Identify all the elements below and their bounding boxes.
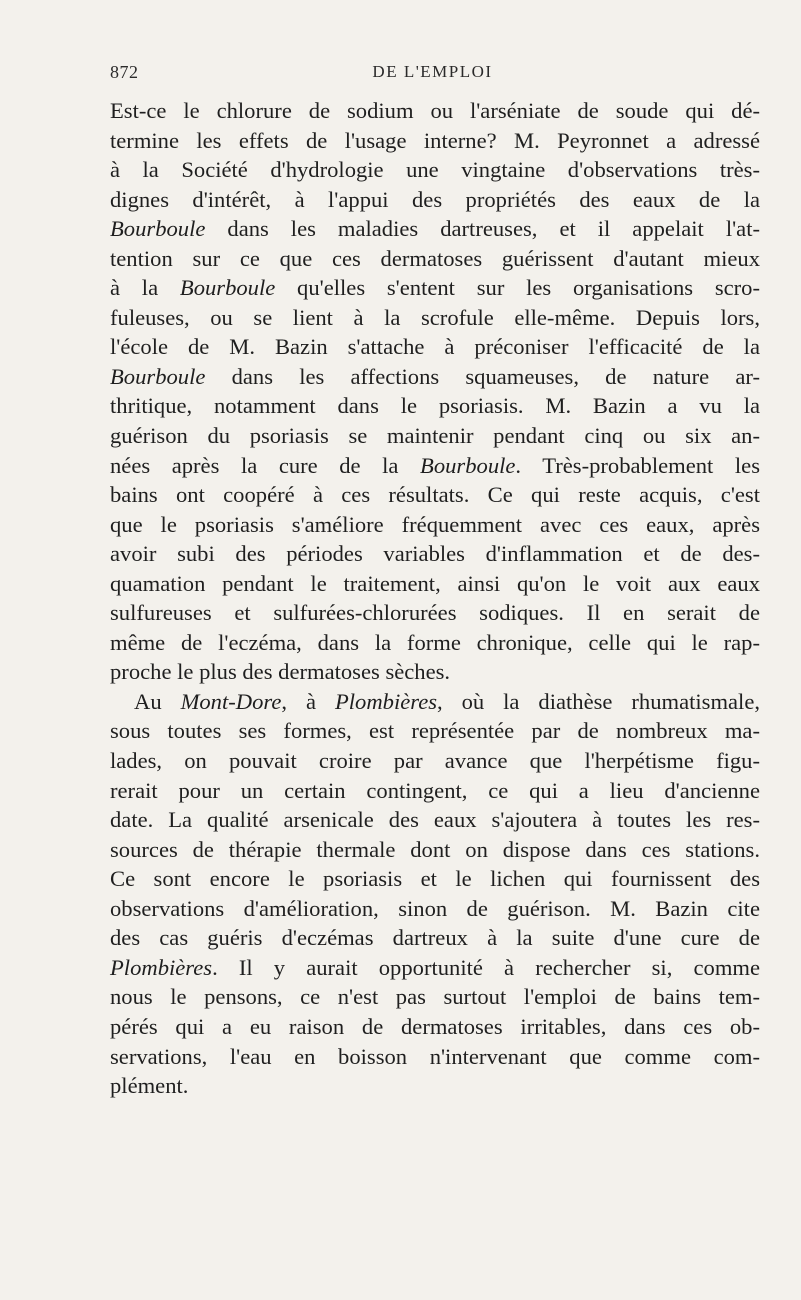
text-line <box>110 273 760 303</box>
text-line <box>110 1071 760 1101</box>
text-line <box>110 96 760 126</box>
text-segment: sous toutes ses formes, est représentée par de nombreux ma- <box>110 718 760 744</box>
text-line <box>110 480 760 510</box>
text-segment: tention sur ce que ces dermatoses guérissent d'autant mieux <box>110 245 760 271</box>
text-segment: avoir subi des périodes variables d'inflammation et de des- <box>110 541 760 567</box>
text-line <box>110 214 760 244</box>
text-segment: sources de thérapie thermale dont on dispose dans ces stations. <box>110 836 760 862</box>
text-segment: , où la diathèse rhumatismale, <box>437 688 760 714</box>
text-segment: dans les affections squameuses, de nature ar- <box>205 363 760 389</box>
italic-place-name: Bourboule <box>110 363 206 389</box>
text-segment: même de l'eczéma, dans la forme chronique, celle qui le rap- <box>110 629 760 655</box>
text-line <box>110 391 760 421</box>
text-line <box>110 1042 760 1072</box>
text-line <box>110 716 760 746</box>
text-line <box>110 628 760 658</box>
running-head <box>110 62 755 88</box>
text-segment: termine les effets de l'usage interne? M. Peyronnet a adressé <box>110 127 760 153</box>
text-segment: à la Société d'hydrologie une vingtaine d'observations très- <box>110 157 760 183</box>
text-line <box>110 421 760 451</box>
italic-place-name: Bourboule <box>420 452 516 478</box>
text-segment: , à <box>281 688 335 714</box>
text-line <box>110 126 760 156</box>
text-segment: bains ont coopéré à ces résultats. Ce qui reste acquis, c'est <box>110 482 760 508</box>
text-line <box>110 1012 760 1042</box>
text-line <box>110 687 760 717</box>
text-segment: dans les maladies dartreuses, et il appelait l'at- <box>205 216 760 242</box>
text-segment: Est-ce le chlorure de sodium ou l'arséniate de soude qui dé- <box>110 98 760 123</box>
text-line <box>110 569 760 599</box>
text-line <box>110 185 760 215</box>
italic-place-name: Mont-Dore <box>180 688 282 714</box>
text-line <box>110 362 760 392</box>
text-segment: thritique, notamment dans le psoriasis. M. Bazin a vu la <box>110 393 760 419</box>
text-segment: guérison du psoriasis se maintenir pendant cinq ou six an- <box>110 423 760 449</box>
page-number: 872 <box>110 62 139 82</box>
text-segment: dignes d'intérêt, à l'appui des propriétés des eaux de la <box>110 186 760 212</box>
italic-place-name: Bourboule <box>179 275 276 301</box>
text-segment: à la <box>110 275 180 301</box>
text-segment: qu'elles s'entent sur les organisations scro- <box>275 275 760 301</box>
text-segment: proche le plus des dermatoses sèches. <box>110 659 451 685</box>
text-line <box>110 746 760 776</box>
italic-place-name: Plombières <box>110 954 213 980</box>
text-segment: nous le pensons, ce n'est pas surtout l'emploi de bains tem- <box>110 984 760 1010</box>
text-segment: fuleuses, ou se lient à la scrofule elle-même. Depuis lors, <box>110 304 760 330</box>
italic-place-name: Bourboule <box>110 216 206 242</box>
text-line <box>110 864 760 894</box>
text-segment: que le psoriasis s'améliore fréquemment avec ces eaux, après <box>110 511 760 537</box>
paragraph <box>110 687 760 1101</box>
text-segment: nées après la cure de la <box>110 452 421 478</box>
text-line <box>110 155 760 185</box>
paragraph <box>110 96 760 687</box>
text-segment: Ce sont encore le psoriasis et le lichen qui fournissent des <box>110 866 760 892</box>
text-segment: Au <box>134 688 181 714</box>
text-segment: quamation pendant le traitement, ainsi qu'on le voit aux eaux <box>110 570 760 596</box>
text-line <box>110 244 760 274</box>
text-line <box>110 657 760 687</box>
text-segment: plément. <box>110 1073 189 1099</box>
italic-place-name: Plombières <box>334 688 438 714</box>
text-line <box>110 835 760 865</box>
text-line <box>110 953 760 983</box>
text-segment: servations, l'eau en boisson n'intervenant que comme com- <box>110 1043 760 1069</box>
text-line <box>110 805 760 835</box>
text-segment: des cas guéris d'eczémas dartreux à la suite d'une cure de <box>110 925 760 951</box>
text-line <box>110 539 760 569</box>
text-segment: observations d'amélioration, sinon de guérison. M. Bazin cite <box>110 895 760 921</box>
text-line <box>110 894 760 924</box>
text-line <box>110 982 760 1012</box>
text-line <box>110 332 760 362</box>
text-line <box>110 451 760 481</box>
text-segment: l'école de M. Bazin s'attache à préconiser l'efficacité de la <box>110 334 760 360</box>
text-segment: . Il y aurait opportunité à rechercher si, comme <box>212 954 760 980</box>
text-line <box>110 923 760 953</box>
running-title: DE L'EMPLOI <box>372 62 493 81</box>
text-segment: rerait pour un certain contingent, ce qui a lieu d'ancienne <box>110 777 760 803</box>
text-segment: pérés qui a eu raison de dermatoses irritables, dans ces ob- <box>110 1013 760 1039</box>
text-line <box>110 776 760 806</box>
text-segment: lades, on pouvait croire par avance que l'herpétisme figu- <box>110 748 760 774</box>
text-segment: date. La qualité arsenicale des eaux s'ajoutera à toutes les res- <box>110 807 760 833</box>
text-line <box>110 598 760 628</box>
text-segment: . Très-probablement les <box>515 452 760 478</box>
body-text <box>110 96 760 1101</box>
text-line <box>110 510 760 540</box>
text-segment: sulfureuses et sulfurées-chlorurées sodiques. Il en serait de <box>110 600 760 626</box>
text-line <box>110 303 760 333</box>
